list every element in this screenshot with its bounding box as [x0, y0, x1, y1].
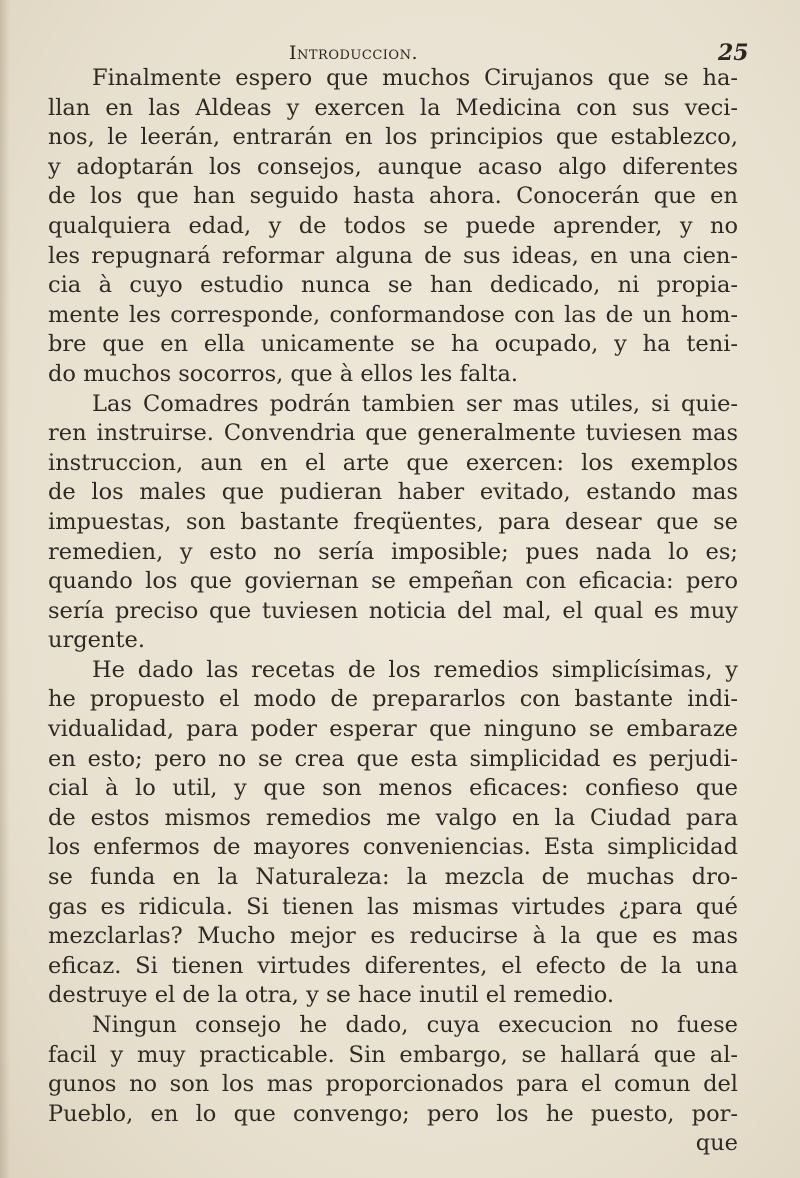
text-line: quando los que goviernan se empeñan con eficacia: pero	[48, 568, 738, 595]
catchword: que	[695, 1130, 738, 1157]
text-line: les repugnará reformar alguna de sus ideas, en una cien-	[48, 242, 738, 269]
text-line: do muchos socorros, que à ellos les falta.	[48, 360, 519, 387]
running-head-title: Introduccion.	[289, 42, 418, 64]
text-line: de los males que pudieran haber evitado, estando mas	[48, 479, 738, 506]
text-line: Ningun consejo he dado, cuya execucion no fuese	[92, 1012, 738, 1038]
text-line: los enfermos de mayores conveniencias. Esta simplicidad	[48, 834, 738, 861]
text-line: eficaz. Si tienen virtudes diferentes, el efecto de la una	[48, 952, 738, 979]
text-line: sería preciso que tuviesen noticia del mal, el qual es muy	[48, 597, 738, 624]
text-line: He dado las recetas de los remedios simplicísimas, y	[92, 656, 738, 683]
text-line: he propuesto el modo de prepararlos con bastante indi-	[48, 686, 738, 713]
text-line: vidualidad, para poder esperar que ninguno se embaraze	[48, 716, 738, 743]
text-line: cia à cuyo estudio nunca se han dedicado, ni propia-	[48, 272, 738, 299]
text-line: urgente.	[48, 627, 145, 654]
text-line: gunos no son los mas proporcionados para el comun del	[48, 1071, 738, 1098]
text-line: impuestas, son bastante freqüentes, para desear que se	[48, 508, 738, 535]
text-line: remedien, y esto no sería imposible; pues nada lo es;	[48, 538, 738, 565]
text-line: cial à lo util, y que son menos eficaces: confieso que	[48, 775, 738, 802]
text-line: gas es ridicula. Si tienen las mismas virtudes ¿para qué	[48, 893, 738, 920]
text-line: de estos mismos remedios me valgo en la Ciudad para	[48, 804, 738, 831]
text-line: qualquiera edad, y de todos se puede aprender, y no	[48, 212, 738, 239]
text-line: destruye el de la otra, y se hace inutil el remedio.	[48, 982, 614, 1009]
text-line: llan en las Aldeas y exercen la Medicina con sus veci-	[48, 94, 738, 121]
text-line: de los que han seguido hasta ahora. Conocerán que en	[48, 183, 738, 210]
text-line: ren instruirse. Convendria que generalmente tuviesen mas	[48, 420, 738, 447]
text-line: se funda en la Naturaleza: la mezcla de muchas dro-	[48, 864, 738, 891]
text-line: y adoptarán los consejos, aunque acaso algo diferentes	[48, 153, 738, 180]
page-number: 25	[718, 40, 749, 66]
text-line: en esto; pero no se crea que esta simplicidad es perjudi-	[48, 745, 738, 772]
text-line: facil y muy practicable. Sin embargo, se hallará que al-	[48, 1041, 738, 1068]
text-line: mente les corresponde, conformandose con las de un hom-	[48, 301, 738, 328]
text-line: Las Comadres podrán tambien ser mas utiles, si quie-	[92, 390, 738, 417]
text-line: bre que en ella unicamente se ha ocupado, y ha teni-	[48, 331, 738, 358]
text-line: Finalmente espero que muchos Cirujanos que se ha-	[92, 65, 738, 91]
body-text	[48, 64, 738, 1159]
text-line: Pueblo, en lo que convengo; pero los he puesto, por-	[48, 1100, 738, 1127]
page-gutter-shadow	[0, 0, 10, 1178]
text-line: instruccion, aun en el arte que exercen: los exemplos	[48, 449, 738, 476]
text-line: nos, le leerán, entrarán en los principios que establezco,	[48, 124, 738, 151]
text-line: mezclarlas? Mucho mejor es reducirse à la que es mas	[48, 923, 738, 950]
